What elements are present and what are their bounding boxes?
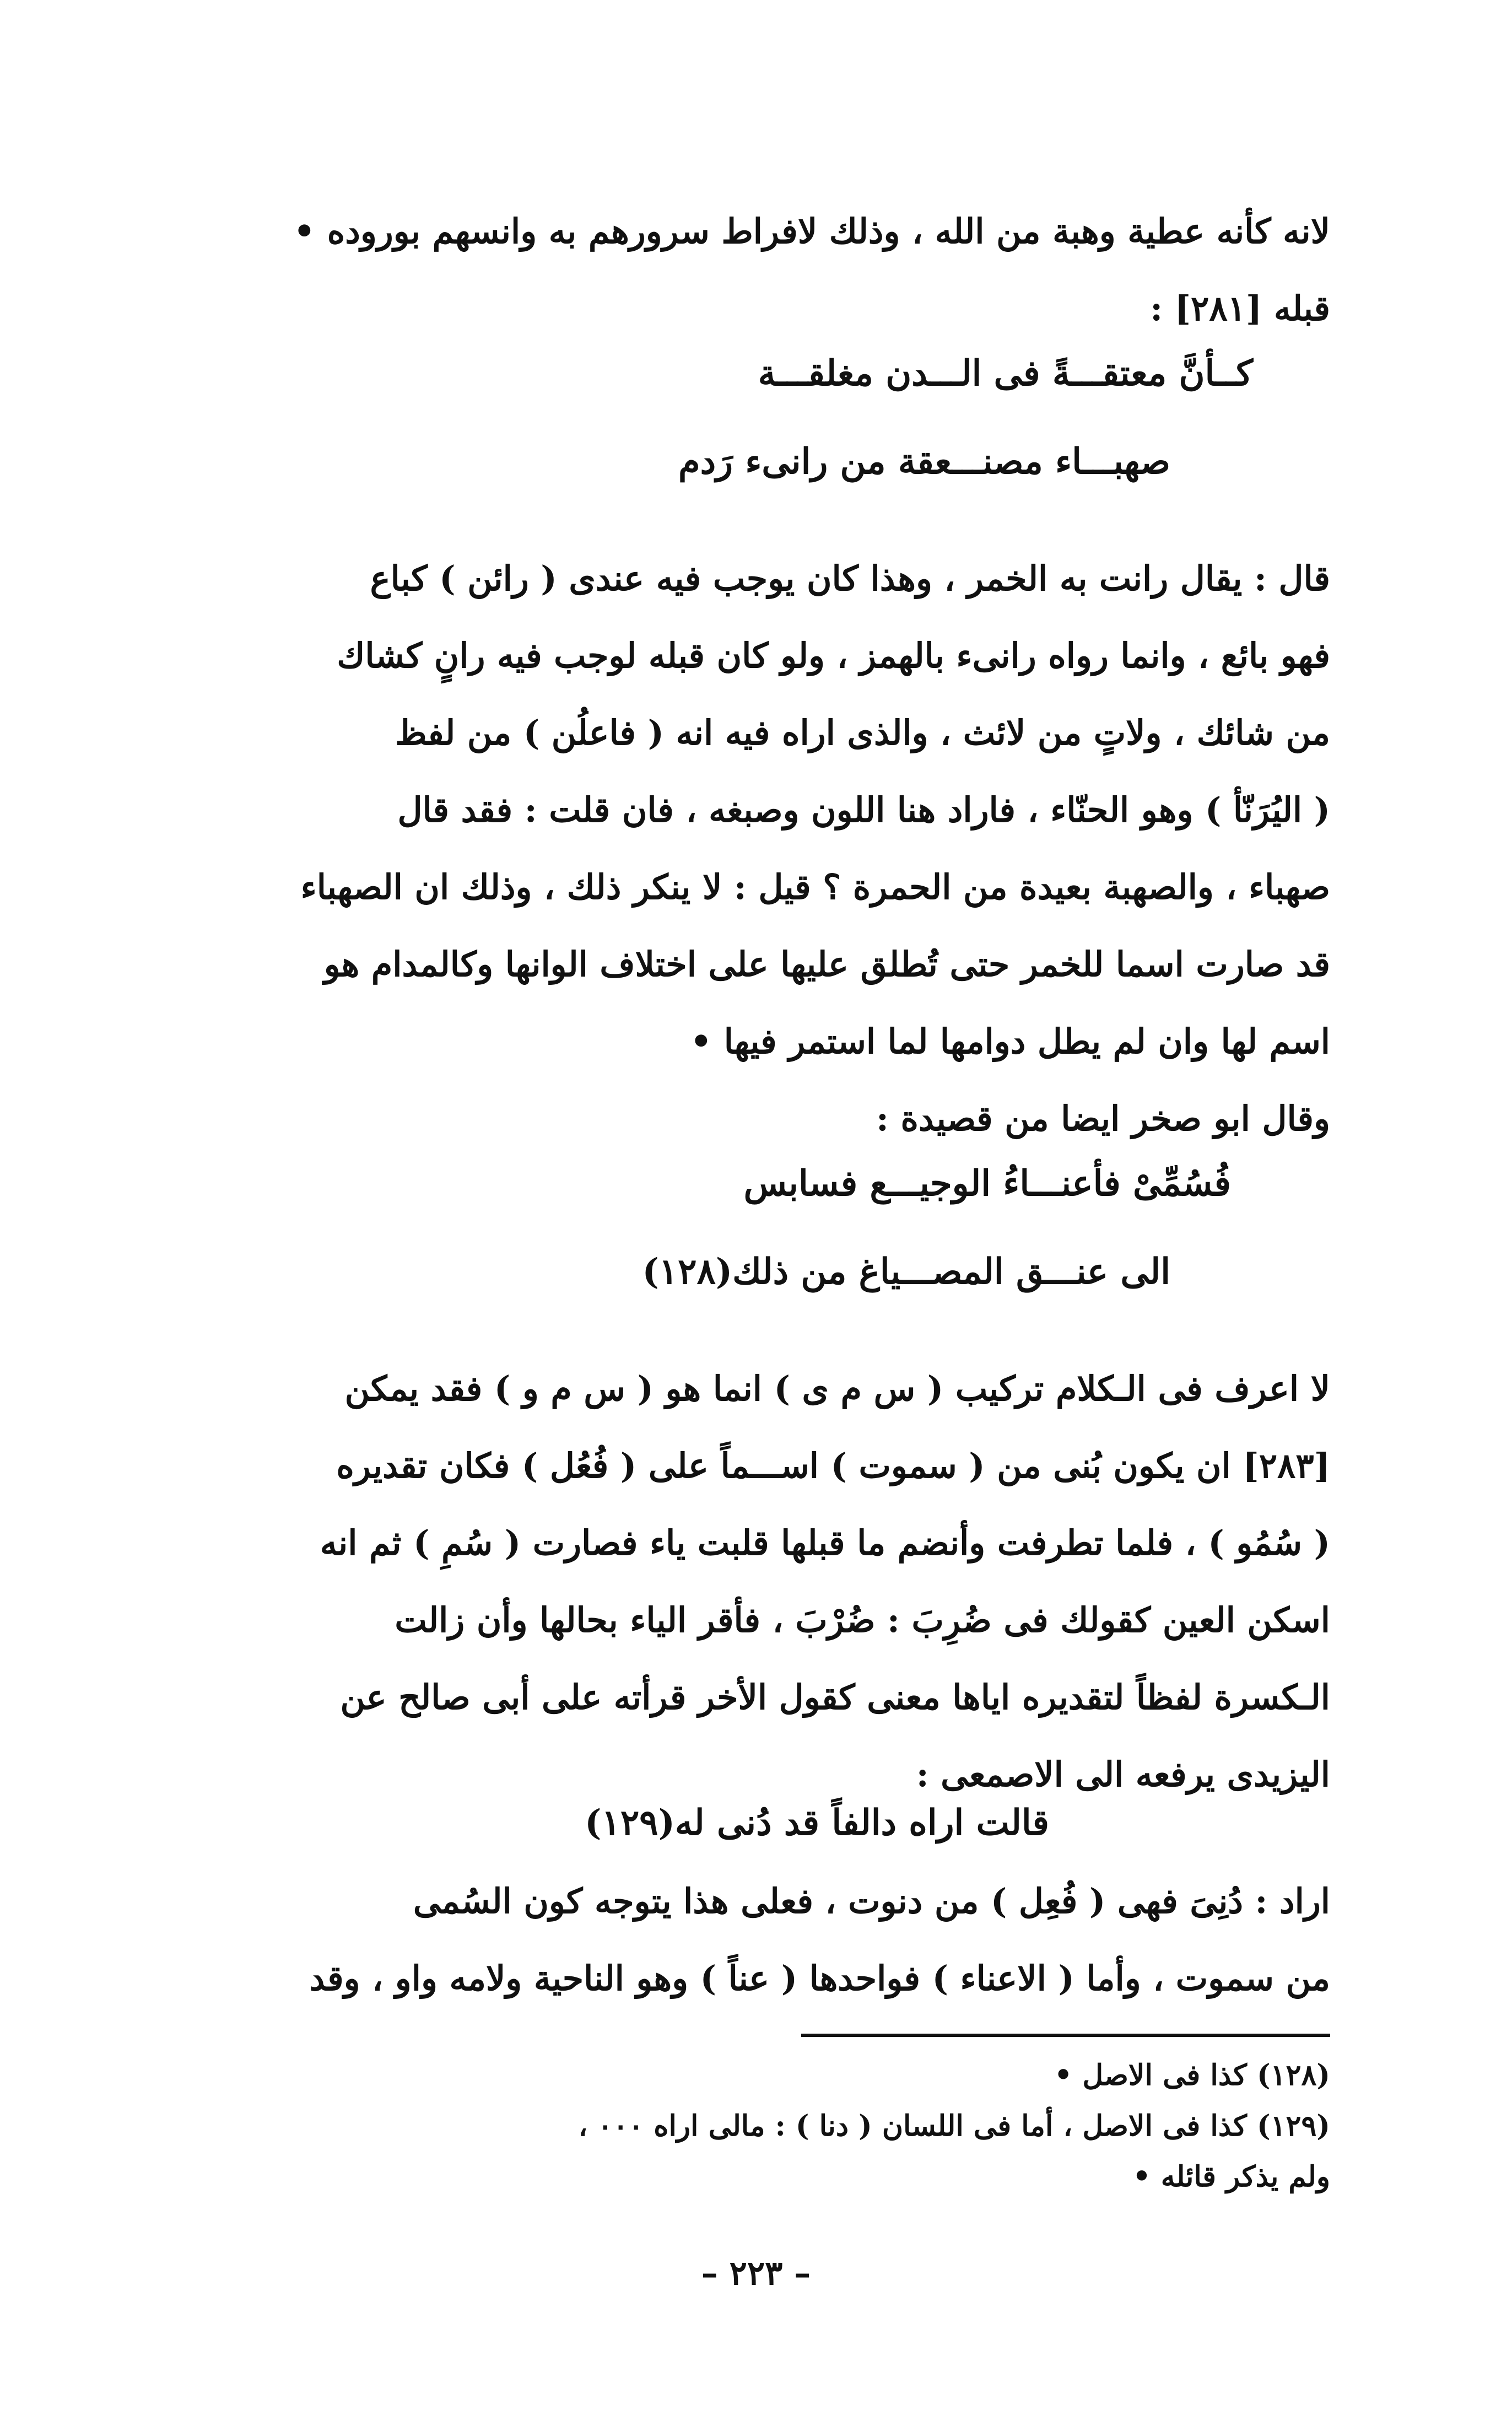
verse-2-line-1: فُسُمِّىْ فأعنـــاءُ الوجيـــع فسابس [743,1163,1231,1204]
footnote-divider [801,2034,1330,2037]
footnotes [184,2050,1330,2202]
text-line: وقال ابو صخر ايضا من قصيدة : [876,1098,1330,1139]
text-line: لانه كأنه عطية وهبة من الله ، وذلك لافراط سرورهم به وانسهم بوروده • [293,211,1330,251]
text-line: قد صارت اسما للخمر حتى تُطلق عليها على اختلاف الوانها وكالمدام هو [323,944,1330,984]
text-line: صهباء ، والصهبة بعيدة من الحمرة ؟ قيل : لا ينكر ذلك ، وذلك ان الصهباء [300,867,1330,907]
text-line: قال : يقال رانت به الخمر ، وهذا كان يوجب فيه عندى ( رائن ) كباع [370,558,1330,599]
paragraph-final [184,1863,1330,2017]
text-line: اسكن العين كقولك فى ضُرِبَ : ضُرْبَ ، فأقر الياء بحالها وأن زالت [395,1600,1330,1640]
paragraph-commentary [184,540,1330,1157]
text-line: اراد : دُنِىَ فهى ( فُعِل ) من دنوت ، فعلى هذا يتوجه كون السُمى [413,1881,1330,1921]
verse-1-line-2: صهبـــاء مصنـــعقة من رانىء رَدم [678,441,1170,482]
text-line: لا اعرف فى الـكلام تركيب ( س م ى ) انما هو ( س م و ) فقد يمكن [344,1368,1330,1409]
footnote-129: (١٢٩) كذا فى الاصل ، أما فى اللسان ( دنا ) : مالى اراه ٠٠٠ ، [578,2109,1330,2143]
footnote-128: (١٢٨) كذا فى الاصل • [1054,2058,1330,2092]
text-line: ( سُمُو ) ، فلما تطرفت وأنضم ما قبلها قلبت ياء فصارت ( سُمِ ) ثم انه [320,1523,1330,1563]
text-line: ( اليُرَنّأ ) وهو الحنّاء ، فاراد هنا اللون وصبغه ، فان قلت : فقد قال [397,790,1330,830]
text-line: اسم لها وان لم يطل دوامها لما استمر فيها • [690,1021,1330,1061]
verse-1-line-1: كــأنَّ معتقـــةً فى الـــدن مغلقـــة [758,353,1253,394]
text-line: الـكسرة لفظاً لتقديره اياها معنى كقول الأخر قرأته على أبى صالح عن [340,1677,1330,1717]
page-number: – ٢٢٣ – [701,2254,811,2293]
text-line: اليزيدى يرفعه الى الاصمعى : [916,1754,1330,1794]
text-line: [٢٨٣] ان يكون بُنى من ( سموت ) اســـماً على ( فُعُل ) فكان تقديره [336,1446,1330,1486]
verse-2-line-2: الى عنـــق المصـــياغ من ذلك(١٢٨) [642,1251,1170,1292]
text-line: قبله [٢٨١] : [1150,288,1330,328]
paragraph-morphology [184,1350,1330,1813]
text-line: من شائك ، ولاتٍ من لائث ، والذى اراه فيه انه ( فاعلُن ) من لفظ [395,713,1330,753]
text-line: من سموت ، وأما ( الاعناء ) فواحدها ( عناً ) وهو الناحية ولامه واو ، وقد [309,1958,1330,1998]
text-line: فهو بائع ، وانما رواه رانىء بالهمز ، ولو كان قبله لوجب فيه رانٍ كشاك [337,635,1330,676]
paragraph-intro [184,193,1330,347]
verse-3: قالت اراه دالفاً قد دُنى له(١٢٩) [585,1802,1049,1844]
footnote-129-continued: ولم يذكر قائله • [1132,2160,1330,2193]
